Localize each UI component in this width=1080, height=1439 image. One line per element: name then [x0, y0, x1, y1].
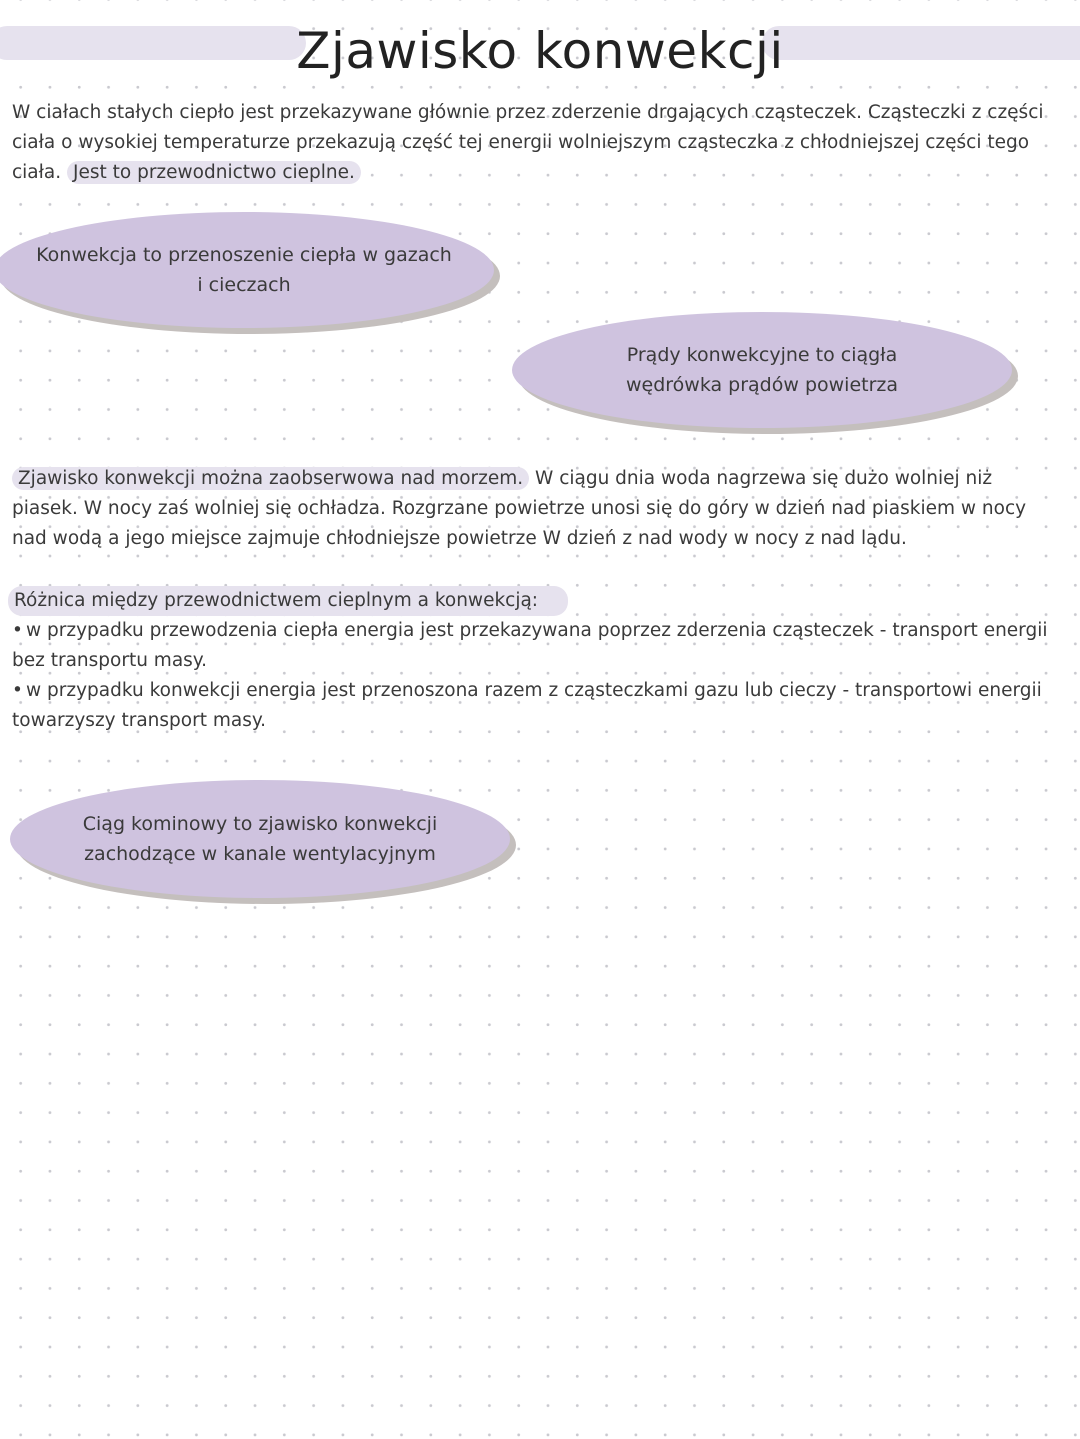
definition-bubble-currents [512, 312, 1012, 428]
bubble-text: Prądy konwekcyjne to ciągła wędrówka prądów powietrza [625, 344, 899, 396]
list-item-text: w przypadku przewodzenia ciepła energia jest przekazywana poprzez zderzenia cząsteczek - transport energii bez transportu masy. [12, 620, 1048, 671]
bullet-icon: • [12, 680, 23, 701]
difference-heading: Różnica między przewodnictwem cieplnym a konwekcją: [8, 586, 568, 616]
intro-highlight: Jest to przewodnictwo cieplne. [67, 161, 361, 184]
list-item [12, 616, 1052, 676]
page-title: Zjawisko konwekcji [296, 22, 784, 80]
definition-bubble-chimney [10, 780, 510, 898]
definition-bubble-convection [0, 212, 494, 328]
observation-paragraph [12, 464, 1052, 554]
bullet-icon: • [12, 620, 23, 641]
bubble-text: Ciąg kominowy to zjawisko konwekcji zachodzące w kanale wentylacyjnym [82, 813, 438, 865]
observation-highlight: Zjawisko konwekcji można zaobserwowa nad morzem. [12, 467, 529, 490]
bubble-text: Konwekcja to przenoszenie ciepła w gazach i cieczach [36, 244, 452, 296]
observation-text: W ciągu dnia woda nagrzewa się dużo wolniej niż piasek. W nocy zaś wolniej się ochładza. Rozgrzane powietrze unosi się do góry w dzień nad piaskiem w nocy nad wodą a jego miejsce zajmuje chłodniejsze powietrze W dzień z nad wody w nocy z nad lądu. [12, 468, 1027, 549]
difference-list [12, 616, 1052, 736]
intro-paragraph [12, 98, 1052, 188]
list-item [12, 676, 1052, 736]
list-item-text: w przypadku konwekcji energia jest przenoszona razem z cząsteczkami gazu lub cieczy - transportowi energii towarzyszy transport masy. [12, 680, 1042, 731]
intro-text: W ciałach stałych ciepło jest przekazywane głównie przez zderzenie drgających cząsteczek. Cząsteczki z części ciała o wysokiej temperaturze przekazują część tej energii wolniejszym cząsteczka z chłodniejszej części tego ciała. [12, 102, 1044, 183]
